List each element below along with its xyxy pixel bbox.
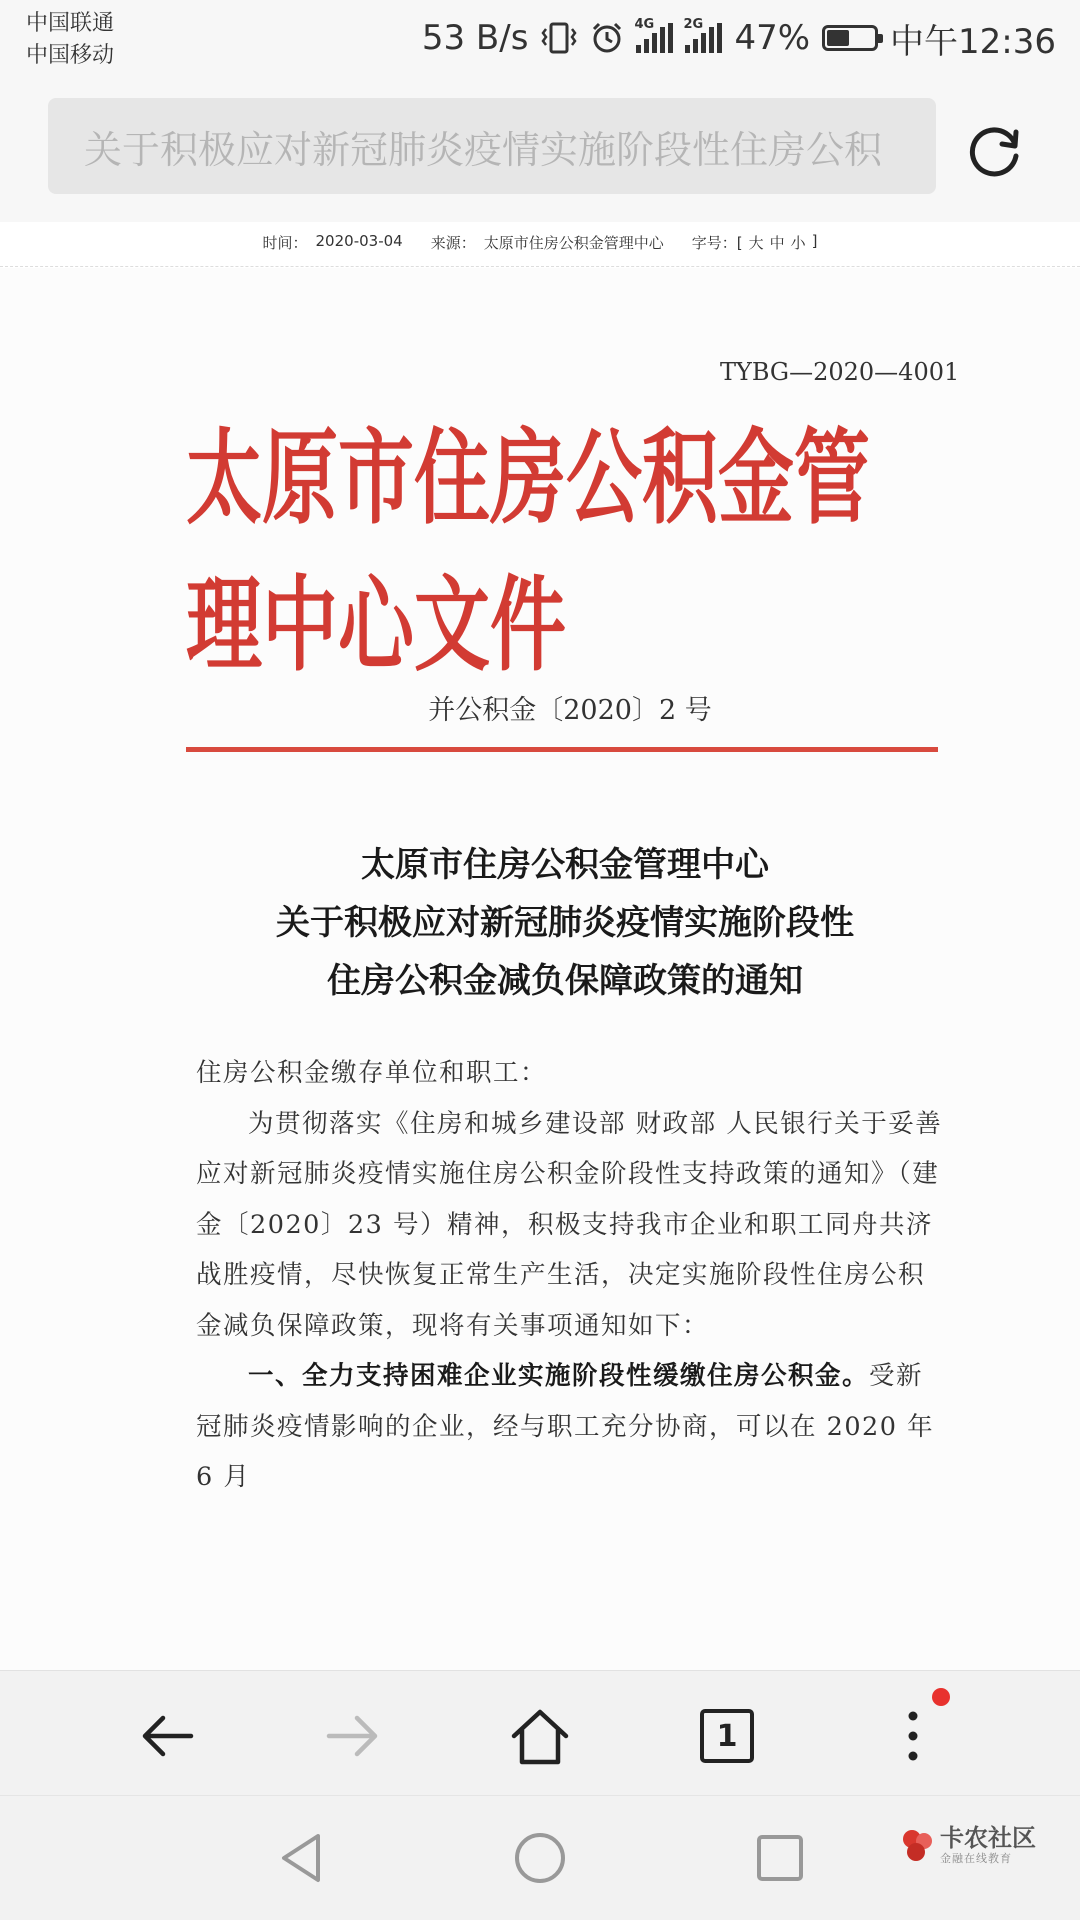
back-arrow-icon	[137, 1706, 197, 1766]
salutation: 住房公积金缴存单位和职工：	[196, 1058, 548, 1088]
watermark	[900, 1826, 1036, 1864]
signal-4g-icon	[634, 17, 673, 53]
document-image	[0, 268, 1080, 1670]
clock: 中午12:36	[890, 21, 1056, 62]
net-speed: 53 B/s	[421, 18, 529, 58]
document-title	[150, 836, 980, 1010]
notification-dot	[932, 1688, 950, 1706]
meta-divider	[0, 266, 1080, 267]
more-vertical-icon	[903, 1706, 923, 1766]
carrier-2: 中国移动	[26, 43, 115, 68]
nav-home-icon[interactable]	[510, 1828, 570, 1888]
watermark-subtext: 金融在线教育	[940, 1852, 1012, 1865]
font-size-small[interactable]: 小	[790, 233, 806, 252]
font-size-medium[interactable]: 中	[769, 233, 785, 252]
title-line-3: 住房公积金减负保障政策的通知	[327, 961, 803, 1001]
article-meta	[0, 222, 1080, 262]
document-header: 太原市住房公积金管理中心文件	[186, 417, 870, 685]
tabs-button[interactable]	[692, 1701, 762, 1771]
address-bar-area	[0, 80, 1080, 222]
battery-percent: 47%	[734, 18, 811, 58]
status-indicators	[422, 14, 1056, 62]
document-code: TYBG—2020—4001	[720, 358, 960, 386]
title-line-2: 关于积极应对新冠肺炎疫情实施阶段性	[276, 903, 854, 943]
signal-4g-label: 4G	[634, 17, 655, 32]
nav-recents-icon[interactable]	[750, 1828, 810, 1888]
home-icon	[508, 1704, 572, 1768]
paragraph-2	[196, 1351, 948, 1503]
alarm-icon	[590, 21, 624, 55]
publish-time	[263, 232, 403, 253]
source-label: 来源：	[430, 233, 476, 252]
source-value: 太原市住房公积金管理中心	[483, 233, 664, 252]
carrier-1: 中国联通	[26, 11, 115, 36]
forward-arrow-icon	[323, 1706, 383, 1766]
watermark-text: 卡农社区	[940, 1824, 1036, 1852]
menu-button[interactable]	[878, 1701, 948, 1771]
browser-toolbar	[0, 1670, 1080, 1795]
reload-icon[interactable]	[966, 120, 1026, 180]
signal-2g-icon	[683, 17, 722, 53]
document-body	[196, 1048, 948, 1503]
font-size-close: ]	[811, 231, 818, 250]
signal-2g-label: 2G	[683, 17, 704, 32]
font-size-large[interactable]: 大	[748, 233, 764, 252]
status-bar	[0, 0, 1080, 80]
document-number: 并公积金〔2020〕2 号	[428, 695, 712, 726]
time-value: 2020-03-04	[315, 231, 403, 250]
paragraph-2-heading: 一、全力支持困难企业实施阶段性缓缴住房公积金。	[248, 1361, 870, 1391]
back-button[interactable]	[132, 1701, 202, 1771]
battery-icon	[822, 25, 878, 51]
carrier-info	[26, 8, 114, 72]
nav-back-icon[interactable]	[272, 1828, 332, 1888]
font-size-switch	[692, 232, 818, 253]
system-nav-bar	[0, 1795, 1080, 1920]
title-line-1: 太原市住房公积金管理中心	[361, 845, 769, 885]
paragraph-2-text: 受新冠肺炎疫情影响的企业，经与职工充分协商，可以在 2020 年 6 月	[196, 1361, 935, 1492]
vibrate-icon	[540, 21, 578, 55]
home-button[interactable]	[505, 1701, 575, 1771]
watermark-logo-icon	[900, 1827, 936, 1863]
article-source	[431, 232, 664, 253]
forward-button[interactable]	[318, 1701, 388, 1771]
font-size-label: 字号：[	[691, 233, 743, 252]
time-label: 时间：	[262, 233, 308, 252]
tab-count: 1	[700, 1709, 754, 1763]
paragraph-1: 为贯彻落实《住房和城乡建设部 财政部 人民银行关于妥善应对新冠肺炎疫情实施住房公积金阶段性支持政策的通知》（建金〔2020〕23 号）精神，积极支持我市企业和职工同舟共济战胜疫情，尽快恢复正常生产生活，决定实施阶段性住房公积金减负保障政策，现将有关事项通知如下：	[196, 1108, 943, 1341]
red-divider	[186, 747, 938, 752]
url-field[interactable]: 关于积极应对新冠肺炎疫情实施阶段性住房公积	[48, 98, 936, 194]
